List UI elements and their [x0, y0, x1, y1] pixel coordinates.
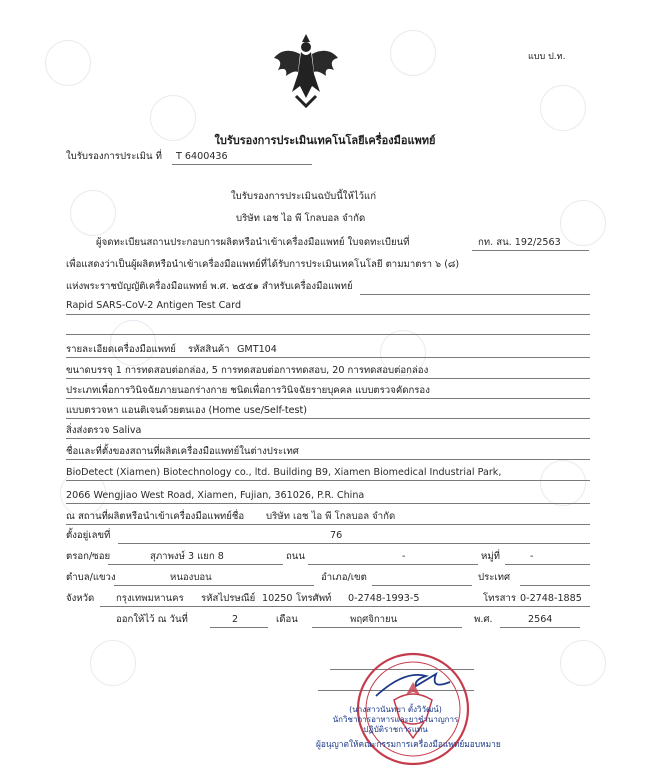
- address-no: 76: [330, 530, 343, 541]
- importer-label: ณ สถานที่ผลิตหรือนำเข้าเครื่องมือแพทย์ชื่อ: [66, 511, 245, 522]
- road-value: -: [402, 551, 406, 562]
- cert-no-value: T 6400436: [176, 151, 228, 162]
- postcode-value: 10250: [262, 593, 293, 604]
- moo-value: -: [530, 551, 534, 562]
- signature-block: [318, 705, 473, 735]
- signer-name: (นางสาวนันทยา ตั้งวิวัฒน์): [349, 705, 442, 714]
- moo-label: หมู่ที่: [481, 551, 500, 562]
- district-label: อำเภอ/เขต: [321, 572, 367, 583]
- watermark-emblem: [540, 85, 586, 131]
- package-size: ขนาดบรรจุ 1 การทดสอบต่อกล่อง, 5 การทดสอบต่อการทดสอบ, 20 การทดสอบต่อกล่อง: [66, 365, 429, 376]
- issued-year: 2564: [528, 614, 553, 625]
- fax-value: 0-2748-1885: [520, 593, 582, 604]
- product-name: Rapid SARS-CoV-2 Antigen Test Card: [66, 300, 242, 311]
- address-no-label: ตั้งอยู่เลขที่: [66, 530, 111, 541]
- soi-label: ตรอก/ซอย: [66, 551, 111, 562]
- issued-to-line: ใบรับรองการประเมินฉบับนี้ให้ไว้แก่: [231, 191, 377, 202]
- watermark-emblem: [560, 640, 606, 686]
- registration-text: ผู้จดทะเบียนสถานประกอบการผลิตหรือนำเข้าเครื่องมือแพทย์ ใบจดทะเบียนที่: [96, 237, 410, 248]
- act-text: แห่งพระราชบัญญัติเครื่องมือแพทย์ พ.ศ. ๒๕๕๑ สำหรับเครื่องมือแพทย์: [66, 281, 353, 292]
- category: ประเภทเพื่อการวินิจฉัยภายนอกร่างกาย ชนิดเพื่อการวินิจฉัยรายบุคคล แบบตรวจคัดกรอง: [66, 385, 430, 396]
- signer-authority: ผู้อนุญาตให้คณะกรรมการเครื่องมือแพทย์มอบหมาย: [316, 739, 501, 749]
- fax-label: โทรสาร: [483, 593, 517, 604]
- specimen: สิ่งส่งตรวจ Saliva: [66, 425, 142, 436]
- garuda-emblem-icon: [270, 30, 342, 110]
- foreign-address-line1: BioDetect (Xiamen) Biotechnology co., ltd. Building B9, Xiamen Biomedical Industrial Park,: [66, 467, 502, 478]
- subdistrict-label: ตำบล/แขวง: [66, 572, 116, 583]
- issued-day: 2: [232, 614, 239, 625]
- product-code: GMT104: [237, 344, 277, 355]
- postcode-label: รหัสไปรษณีย์: [201, 593, 256, 604]
- province-label: จังหวัด: [66, 593, 95, 604]
- purpose-text: เพื่อแสดงว่าเป็นผู้ผลิตหรือนำเข้าเครื่องมือแพทย์ที่ได้รับการประเมินเทคโนโลยี ตามมาตรา ๖ (๘): [66, 259, 460, 270]
- issued-month: พฤศจิกายน: [350, 614, 398, 625]
- test-type: แบบตรวจหา แอนติเจนด้วยตนเอง (Home use/Self-test): [66, 405, 307, 416]
- details-label: รายละเอียดเครื่องมือแพทย์: [66, 344, 176, 355]
- issued-year-label: พ.ศ.: [474, 614, 493, 625]
- watermark-emblem: [390, 30, 436, 76]
- cert-no-label: ใบรับรองการประเมิน ที่: [66, 151, 162, 162]
- soi-value: สุภาพงษ์ 3 แยก 8: [150, 551, 224, 562]
- document-title: ใบรับรองการประเมินเทคโนโลยีเครื่องมือแพทย์: [214, 134, 436, 147]
- importer-name: บริษัท เอช ไอ พี โกลบอล จำกัด: [266, 511, 396, 522]
- issued-to-company: บริษัท เอช ไอ พี โกลบอล จำกัด: [236, 213, 366, 224]
- watermark-emblem: [540, 460, 586, 506]
- watermark-emblem: [90, 640, 136, 686]
- signer-acting: ปฏิบัติราชการแทน: [363, 725, 428, 734]
- watermark-emblem: [110, 320, 156, 366]
- issued-label: ออกให้ไว้ ณ วันที่: [116, 614, 188, 625]
- province-value: กรุงเทพมหานคร: [116, 593, 184, 604]
- foreign-address-line2: 2066 Wengjiao West Road, Xiamen, Fujian, 361026, P.R. China: [66, 490, 365, 501]
- country-label: ประเทศ: [478, 572, 511, 583]
- registration-no: กท. สน. 192/2563: [478, 237, 561, 248]
- foreign-site-label: ชื่อและที่ตั้งของสถานที่ผลิตเครื่องมือแพทย์ในต่างประเทศ: [66, 446, 299, 457]
- form-code: แบบ ป.ท.: [528, 52, 566, 62]
- product-code-label: รหัสสินค้า: [188, 344, 230, 355]
- subdistrict-value: หนองบอน: [170, 572, 212, 583]
- watermark-emblem: [45, 40, 91, 86]
- phone-value: 0-2748-1993-5: [348, 593, 420, 604]
- signer-position: นักวิชาการอาหารและยาชำนาญการ: [332, 715, 459, 724]
- phone-label: โทรศัพท์: [296, 593, 332, 604]
- road-label: ถนน: [286, 551, 305, 562]
- watermark-emblem: [70, 190, 116, 236]
- issued-month-label: เดือน: [276, 614, 298, 625]
- watermark-emblem: [560, 200, 606, 246]
